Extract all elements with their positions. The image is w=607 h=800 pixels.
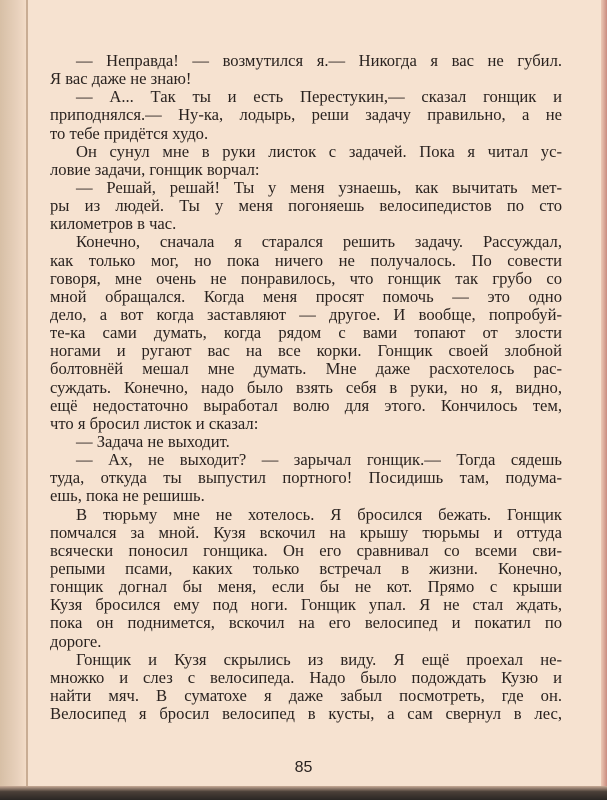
text-line: В тюрьму мне не хотелось. Я бросился бежать. Гонщик bbox=[76, 504, 562, 524]
text-line: что я бросил листок и сказал: bbox=[50, 413, 259, 433]
text-line: дело, а вот когда заставляют — другое. И вообще, попробуй- bbox=[50, 304, 562, 324]
page-bottom-edge bbox=[0, 786, 607, 800]
text-line: те-ка сами думать, когда рядом с вами топают от злости bbox=[50, 323, 562, 343]
paragraph bbox=[50, 506, 562, 651]
page-number: 85 bbox=[294, 759, 313, 776]
text-line: Я вас даже не знаю! bbox=[50, 69, 192, 89]
text-line: пока он поднимется, вскочил на его велосипед и покатил по bbox=[50, 613, 562, 633]
text-line: множко и слез с велосипеда. Надо было подождать Кузю и bbox=[50, 667, 562, 687]
paragraph bbox=[50, 651, 562, 724]
gutter-fold bbox=[26, 0, 28, 790]
text-line: помчался за мной. Кузя вскочил на крышу тюрьмы и оттуда bbox=[50, 522, 562, 542]
text-line: ещё недостаточно выработал волю для этого. Кончилось тем, bbox=[50, 395, 562, 415]
text-line: — Задача не выходит. bbox=[76, 431, 230, 451]
text-line: говоря, мне очень не понравилось, что гонщик так грубо со bbox=[50, 268, 562, 288]
text-line: Он сунул мне в руки листок с задачей. Пока я читал ус- bbox=[76, 141, 562, 161]
text-line: — Решай, решай! Ты у меня узнаешь, как вычитать мет- bbox=[76, 177, 562, 197]
paragraph bbox=[50, 433, 562, 451]
text-line: — Неправда! — возмутился я.— Никогда я вас не губил. bbox=[76, 51, 562, 70]
paragraph bbox=[50, 52, 562, 88]
paragraph bbox=[50, 179, 562, 233]
book-gutter bbox=[0, 0, 26, 790]
paragraph bbox=[50, 451, 562, 505]
text-line: как только мог, но пока ничего не получалось. По совести bbox=[50, 250, 562, 270]
text-line: репыми псами, каких только встречал в жизни. Конечно, bbox=[50, 558, 562, 578]
text-line: то тебе придётся худо. bbox=[50, 123, 209, 143]
paragraph bbox=[50, 233, 562, 433]
page-right-edge bbox=[601, 0, 607, 790]
text-line: — А... Так ты и есть Перестукин,— сказал гонщик и bbox=[76, 87, 562, 107]
text-line: всячески поносил гонщика. Он его сравнивал со всеми сви- bbox=[50, 540, 562, 560]
paragraph bbox=[50, 143, 562, 179]
text-line: — Ах, не выходит? — зарычал гонщик.— Тогда сядешь bbox=[76, 450, 562, 470]
text-line: дороге. bbox=[50, 631, 102, 651]
text-line: туда, откуда ты выпустил портного! Посидишь там, подума- bbox=[50, 468, 562, 488]
text-line: ешь, пока не решишь. bbox=[50, 486, 205, 506]
text-line: ногами и ругают вас на все корки. Гонщик своей злобной bbox=[50, 341, 562, 361]
text-line: суждать. Конечно, надо было взять себя в руки, но я, видно, bbox=[50, 377, 562, 397]
text-line: Велосипед я бросил велосипед в кусты, а сам свернул в лес, bbox=[50, 704, 562, 724]
text-line: найти мяч. В суматохе я даже забыл посмотреть, где он. bbox=[50, 685, 562, 705]
text-line: Гонщик и Кузя скрылись из виду. Я ещё проехал не- bbox=[76, 649, 562, 669]
text-line: мной обращался. Когда меня просят помочь — это одно bbox=[50, 286, 562, 306]
text-line: километров в час. bbox=[50, 214, 177, 234]
page-body-text bbox=[50, 52, 562, 723]
text-line: приподнялся.— Ну-ка, лодырь, реши задачу правильно, а не bbox=[50, 105, 562, 125]
text-line: гонщик догнал бы меня, если бы не кот. Прямо с крыши bbox=[50, 577, 562, 597]
text-line: Конечно, сначала я старался решить задачу. Рассуждал, bbox=[76, 232, 562, 252]
text-line: ловие задачи, гонщик ворчал: bbox=[50, 159, 260, 179]
text-line: ры из людей. Ты у меня погоняешь велосипедистов по сто bbox=[50, 196, 562, 216]
text-line: Кузя бросился ему под ноги. Гонщик упал. Я не стал ждать, bbox=[50, 595, 562, 615]
paragraph bbox=[50, 88, 562, 142]
text-line: болтовнёй мешал мне думать. Мне даже расхотелось рас- bbox=[50, 359, 562, 379]
